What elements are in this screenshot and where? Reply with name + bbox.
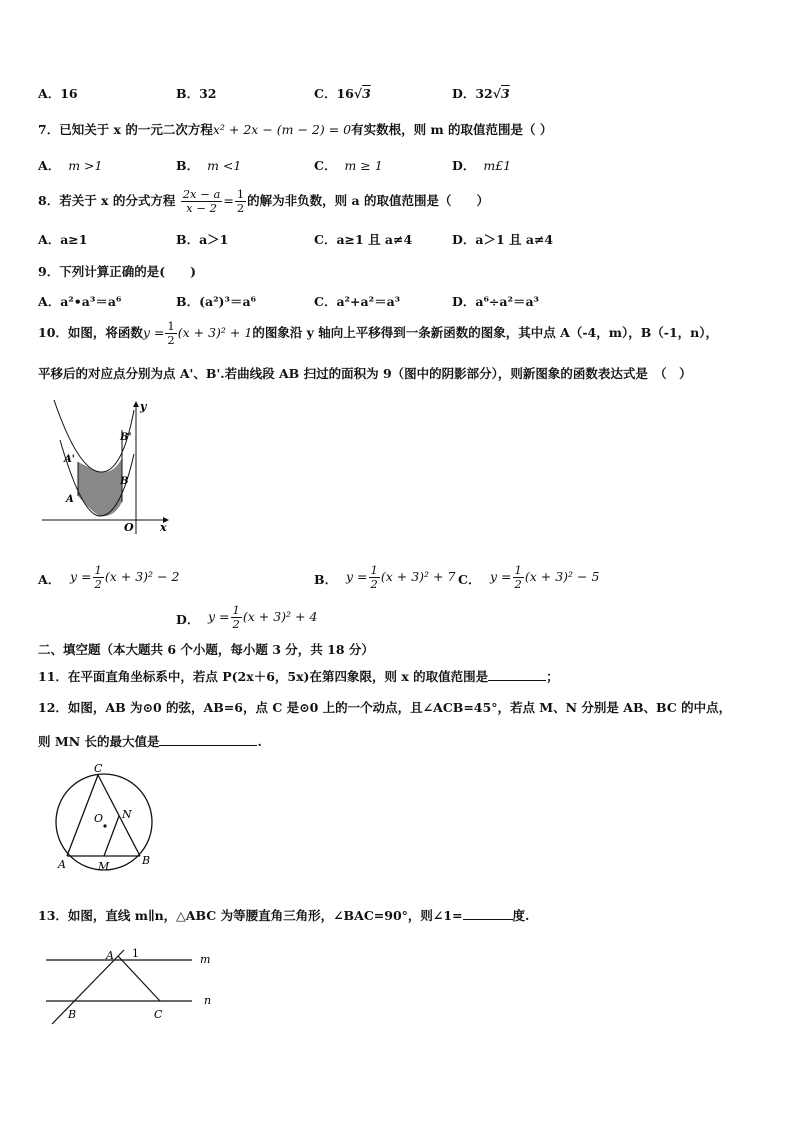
label-a-prime: A'	[64, 454, 75, 465]
section-2-heading: 二、填空题（本大题共 6 个小题，每小题 3 分，共 18 分）	[38, 642, 374, 657]
q10-parabola-figure	[38, 400, 178, 540]
q8-option-d: D．a＞1 且 a≠4	[452, 232, 554, 247]
label-b: B	[68, 1008, 77, 1021]
label-o: O	[94, 812, 104, 825]
label-m: m	[200, 953, 211, 966]
label-angle-1: 1	[132, 947, 139, 960]
label-b-prime: B'	[120, 432, 132, 443]
q6-option-a: A．16	[38, 86, 78, 101]
label-c: C	[154, 1008, 163, 1021]
q10-option-d-label: D．	[176, 612, 200, 627]
q10-option-d: y = $\frac{1}{2}$ (x + 3)² + 4	[208, 603, 318, 631]
q6-option-c: C．16√3	[314, 86, 371, 101]
q8-fraction-right: $\frac{1}{2}$	[236, 187, 245, 215]
q10-option-b: y = $\frac{1}{2}$ (x + 3)² + 7	[346, 563, 456, 591]
label-c: C	[94, 762, 103, 775]
q7-option-c: C． m ≥ 1	[314, 158, 383, 173]
label-o: O	[124, 521, 134, 534]
q7-option-a: A． m >1	[38, 158, 103, 173]
q7-option-d: D． m£1	[452, 158, 512, 173]
label-a: A	[58, 858, 66, 871]
q8-option-b: B．a＞1	[176, 232, 229, 247]
segment-bc	[98, 775, 140, 856]
label-n: N	[122, 808, 132, 821]
label-b: B	[142, 854, 151, 867]
question-10-line-2: 平移后的对应点分别为点 A'、B'.若曲线段 AB 扫过的面积为 9（图中的阴影部分），则新图象的函数表达式是 （ ）	[38, 366, 692, 381]
q12-answer-blank	[159, 733, 257, 746]
segment-mn	[104, 816, 119, 856]
q8-option-c: C．a≥1 且 a≠4	[314, 232, 413, 247]
shaded-region	[78, 458, 122, 516]
q9-option-c: C．a²+a²＝a³	[314, 294, 401, 309]
q12-circle-figure	[50, 760, 160, 875]
label-a: A	[106, 949, 114, 962]
q10-option-b-label: B．	[314, 572, 338, 587]
q10-option-c-label: C．	[458, 572, 481, 587]
q7-option-b: B． m <1	[176, 158, 242, 173]
question-8: 8．若关于 x 的分式方程 $\frac{2x - a}{x - 2}$ = $\frac{1}{2}$ 的解为非负数，则 a 的取值范围是（ ）	[38, 187, 489, 215]
label-m: M	[98, 860, 110, 873]
question-11: 11．在平面直角坐标系中，若点 P(2x＋6，5x)在第四象限，则 x 的取值范围是 ；	[38, 669, 559, 684]
q13-parallel-lines-figure	[42, 938, 220, 1030]
q10-option-c: y = $\frac{1}{2}$ (x + 3)² − 5	[490, 563, 600, 591]
q6-option-d: D．32√3	[452, 86, 510, 101]
question-9: 9．下列计算正确的是( )	[38, 264, 197, 279]
q8-option-a: A．a≥1	[38, 232, 88, 247]
q9-option-b: B．(a²)³＝a⁶	[176, 294, 257, 309]
label-y: y	[140, 400, 147, 413]
q8-fraction-left: $\frac{2x - a}{x - 2}$	[182, 187, 221, 215]
segment-ac	[118, 956, 160, 1001]
label-a: A	[66, 494, 74, 505]
label-n: n	[204, 994, 212, 1007]
q11-answer-blank	[488, 668, 546, 681]
question-10: 10．如图，将函数y = $\frac{1}{2}$ (x + 3)² + 1的图象沿 y 轴向上平移得到一条新函数的图象，其中点 A（-4，m），B（-1，n），	[38, 319, 718, 347]
center-dot	[103, 824, 106, 827]
q7-equation: x² + 2x − (m − 2) = 0	[212, 122, 352, 137]
q10-option-a: y = $\frac{1}{2}$ (x + 3)² − 2	[70, 563, 180, 591]
question-13: 13．如图，直线 m∥n，△ABC 为等腰直角三角形，∠BAC=90°，则∠1= 度.	[38, 908, 530, 923]
q9-option-d: D．a⁶÷a²＝a³	[452, 294, 540, 309]
question-12: 12．如图，AB 为⊙0 的弦，AB=6，点 C 是⊙0 上的一个动点，且∠ACB=45°，若点 M、N 分别是 AB、BC 的中点，	[38, 700, 732, 715]
q6-option-b: B．32	[176, 86, 217, 101]
q9-option-a: A．a²•a³＝a⁶	[38, 294, 122, 309]
q13-answer-blank	[463, 907, 513, 920]
label-b: B	[120, 476, 129, 487]
question-12-line-2: 则 MN 长的最大值是 .	[38, 734, 262, 749]
label-x: x	[160, 521, 167, 534]
question-7: 7．已知关于 x 的一元二次方程x² + 2x − (m − 2) = 0有实数根，则 m 的取值范围是（ ）	[38, 122, 553, 137]
q10-option-a-label: A．	[38, 572, 61, 587]
